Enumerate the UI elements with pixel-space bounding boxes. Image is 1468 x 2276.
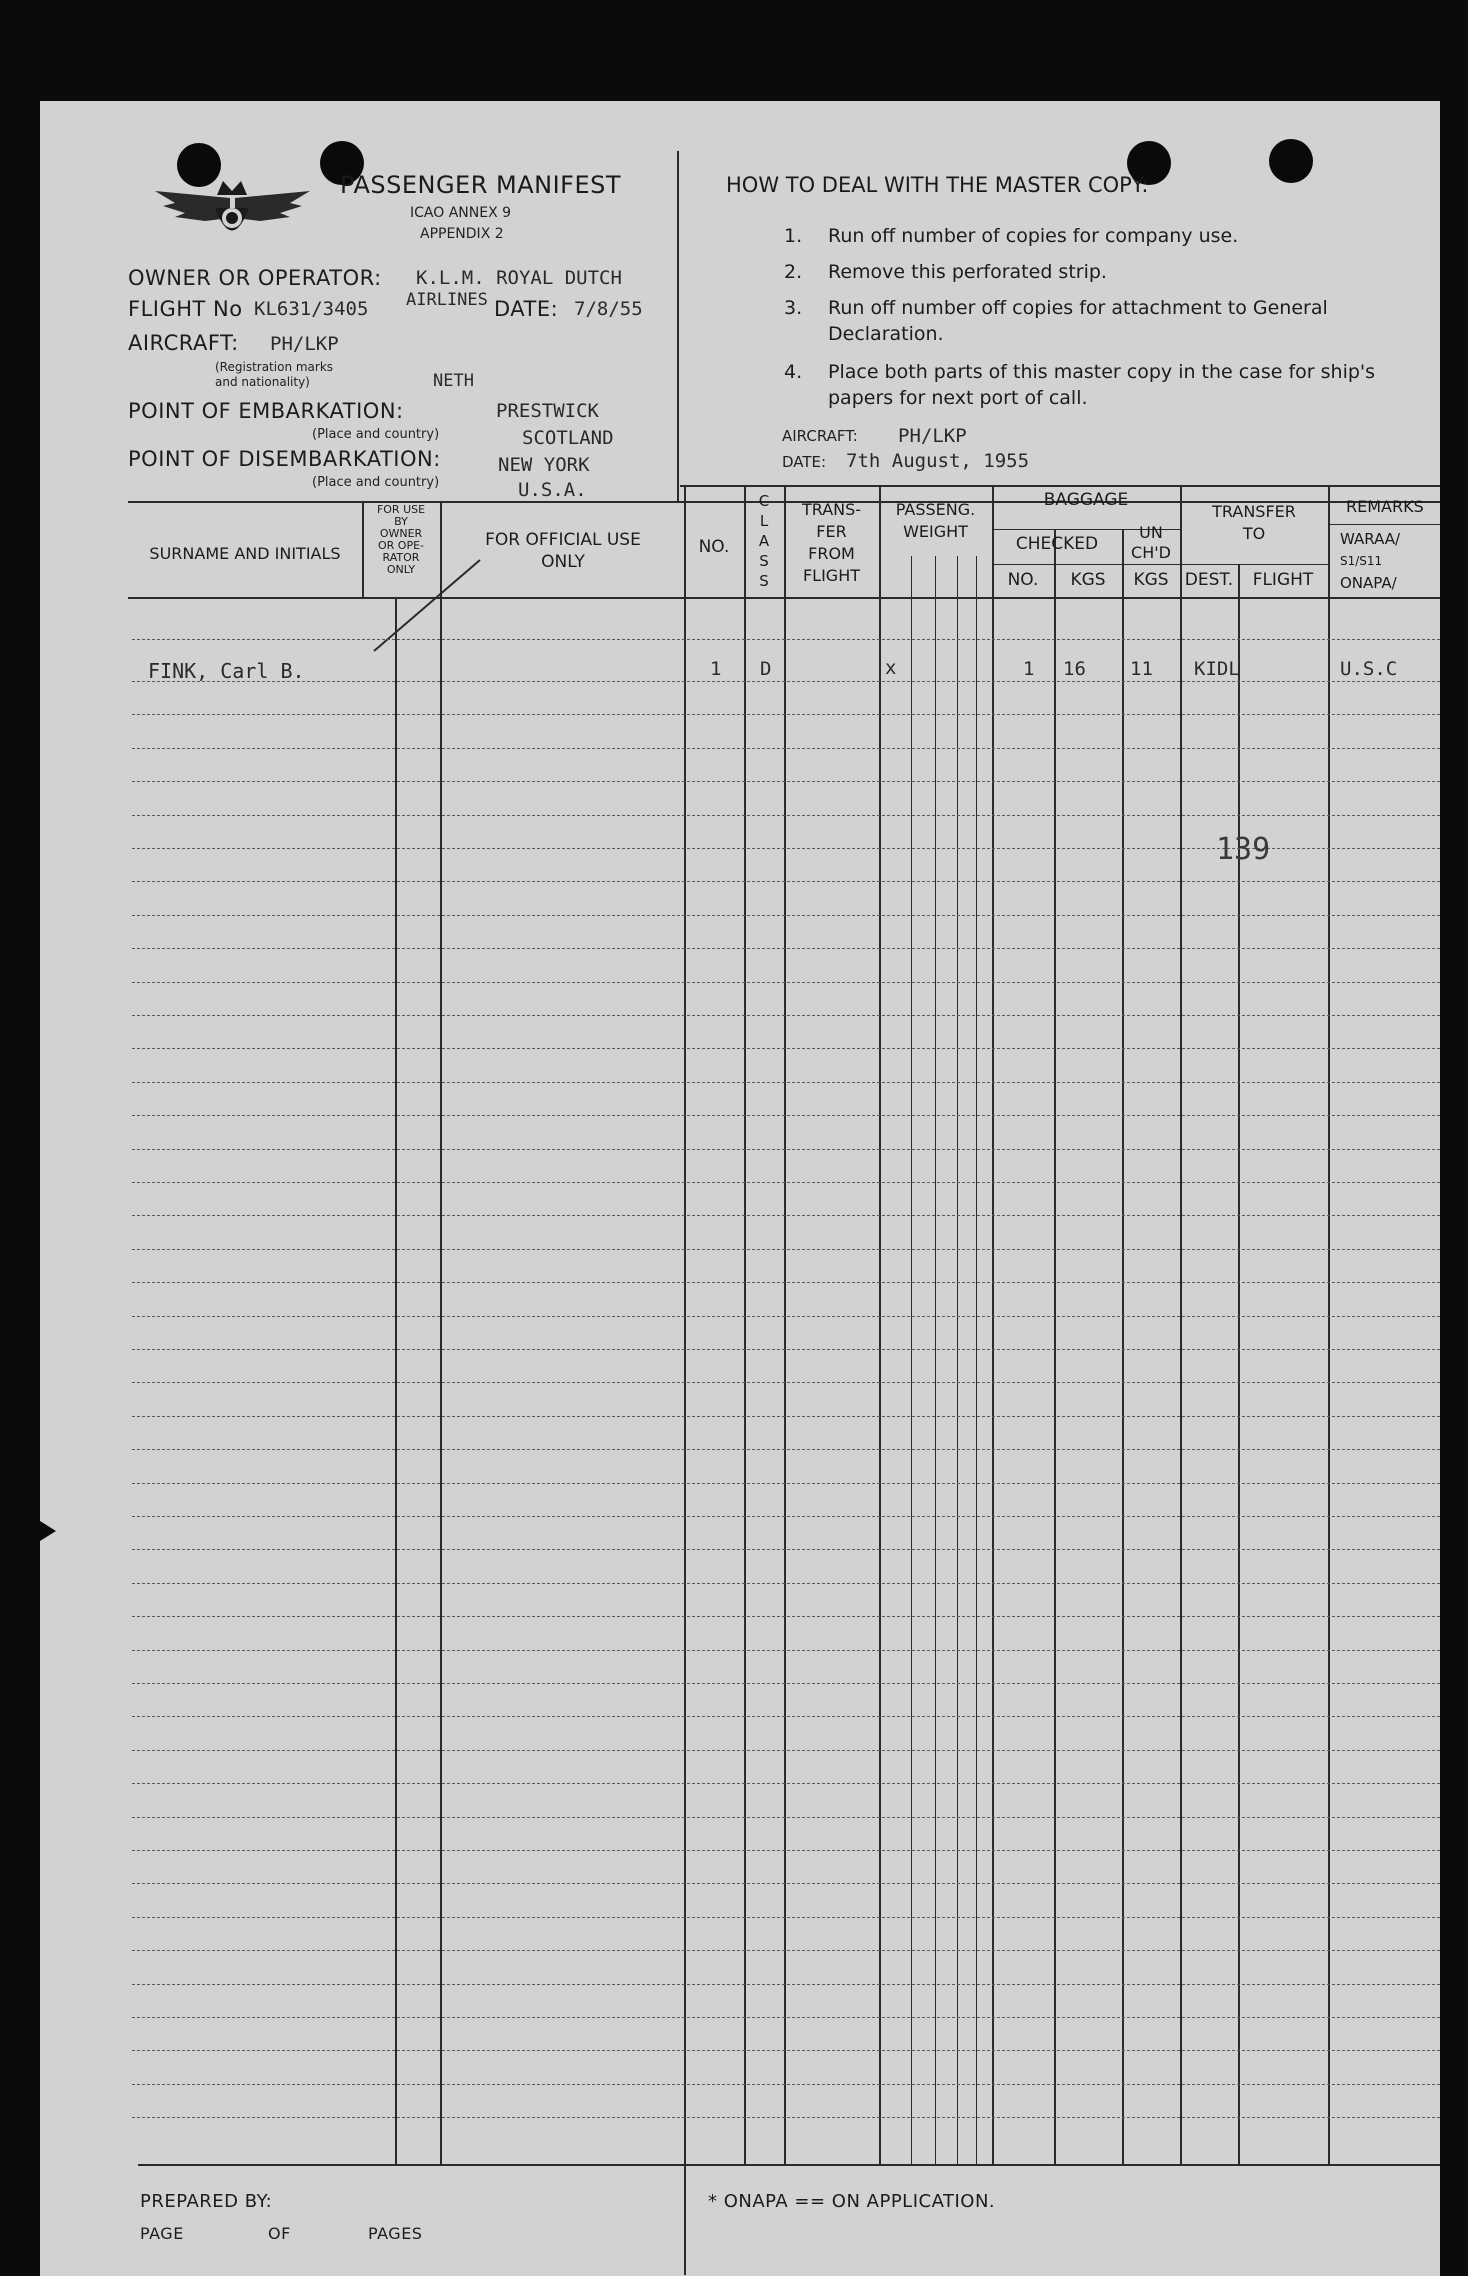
ruled-line — [132, 1416, 1440, 1417]
col-line — [684, 485, 686, 2275]
weight-sub-col — [935, 556, 936, 2164]
ruled-line — [132, 1316, 1440, 1317]
ruled-line — [132, 1115, 1440, 1116]
of-label: OF — [268, 2224, 291, 2243]
ruled-line — [132, 1182, 1440, 1183]
passenger-weight-mark: x — [885, 657, 897, 679]
col-remarks-sub — [1340, 528, 1400, 594]
manifest-sheet — [40, 101, 1440, 2276]
col-unchecked — [1122, 523, 1180, 563]
instruction-text: Declaration. — [828, 323, 944, 345]
passenger-bag-kgs: 16 — [1063, 658, 1086, 680]
ruled-line — [132, 1149, 1440, 1150]
col-dest: DEST. — [1184, 570, 1234, 590]
instructions-heading: HOW TO DEAL WITH THE MASTER COPY: — [726, 173, 1149, 197]
transfer-to-text: TRANSFER — [1212, 502, 1296, 521]
ruled-line — [132, 1984, 1440, 1985]
col-line — [992, 485, 994, 2164]
ruled-line — [132, 1449, 1440, 1450]
ruled-line — [132, 1249, 1440, 1250]
instr-date-value: 7th August, 1955 — [846, 450, 1030, 472]
passenger-remarks: U.S.C — [1340, 658, 1398, 680]
col-line — [744, 485, 746, 2164]
ruled-line — [132, 2084, 1440, 2085]
weight-sub-col — [911, 556, 912, 2164]
ruled-line — [132, 1783, 1440, 1784]
aircraft-value: PH/LKP — [270, 333, 339, 355]
ruled-line — [132, 1549, 1440, 1550]
owner-use-text: OR OPE- — [377, 539, 424, 552]
ruled-line — [132, 1382, 1440, 1383]
class-letter: C — [758, 492, 770, 510]
remarks-sub-line — [1328, 524, 1440, 525]
checked-sub-line — [992, 564, 1180, 565]
pages-label: PAGES — [368, 2224, 423, 2243]
col-passeng-weight — [879, 499, 992, 543]
owner-use-text: RATOR — [382, 551, 420, 564]
col-bag-no: NO. — [1007, 570, 1039, 590]
disembarkation-value: NEW YORK — [498, 454, 590, 476]
ruled-line — [132, 1750, 1440, 1751]
owner-use-text: BY — [394, 515, 408, 528]
owner-value-line2: AIRLINES — [406, 290, 488, 310]
transfer-to-text: TO — [1242, 524, 1266, 543]
instruction-text: Remove this perforated strip. — [828, 261, 1107, 283]
punch-hole — [1269, 139, 1313, 183]
instruction-num: 2. — [784, 261, 803, 283]
nationality-value: NETH — [433, 371, 474, 391]
ruled-line — [132, 1349, 1440, 1350]
ruled-line — [132, 1817, 1440, 1818]
ruled-line — [132, 948, 1440, 949]
weight-sub-col — [976, 556, 977, 2164]
disembarkation-note: (Place and country) — [312, 475, 440, 490]
owner-label: OWNER OR OPERATOR: — [128, 266, 382, 290]
ruled-line — [132, 2117, 1440, 2118]
col-class — [744, 491, 784, 591]
embarkation-note: (Place and country) — [312, 427, 440, 442]
transfer-text: TRANS- — [801, 500, 862, 519]
ruled-line — [132, 1015, 1440, 1016]
col-transfer-to — [1180, 501, 1328, 545]
col-checked: CHECKED — [1015, 534, 1099, 554]
col-line — [1122, 529, 1124, 2164]
ruled-line — [132, 1650, 1440, 1651]
ruled-line — [132, 1683, 1440, 1684]
ruled-line — [132, 2017, 1440, 2018]
owner-use-text: ONLY — [386, 563, 416, 576]
flight-value: KL631/3405 — [254, 298, 369, 320]
ruled-line — [132, 982, 1440, 983]
instruction-text: Run off number of copies for company use. — [828, 225, 1239, 247]
weight-text: PASSENG. — [895, 500, 976, 519]
ruled-line — [132, 1483, 1440, 1484]
registration-note: (Registration marks — [215, 360, 334, 374]
embarkation-country: SCOTLAND — [522, 427, 614, 449]
disembarkation-country: U.S.A. — [518, 479, 587, 501]
ruled-line — [132, 714, 1440, 715]
official-use-text: FOR OFFICIAL USE — [485, 530, 641, 550]
class-letter: A — [758, 532, 770, 550]
appendix: APPENDIX 2 — [420, 226, 504, 242]
prepared-by: PREPARED BY: — [140, 2191, 273, 2212]
instr-aircraft-value: PH/LKP — [898, 425, 967, 447]
ruled-line — [132, 1850, 1440, 1851]
icao-annex: ICAO ANNEX 9 — [410, 205, 512, 221]
passenger-bag-no: 1 — [1023, 658, 1035, 680]
embarkation-value: PRESTWICK — [496, 400, 599, 422]
page-label: PAGE — [140, 2224, 184, 2243]
col-transfer-from — [784, 499, 879, 587]
passenger-dest: KIDL — [1194, 658, 1240, 680]
ruled-line — [132, 1048, 1440, 1049]
ruled-line — [132, 1082, 1440, 1083]
instruction-num: 4. — [784, 361, 803, 383]
instruction-text: Run off number off copies for attachment to General — [828, 297, 1328, 319]
date-label: DATE: — [494, 297, 559, 321]
passenger-class: D — [760, 658, 772, 680]
instr-aircraft-label: AIRCRAFT: — [782, 427, 858, 445]
weight-text: WEIGHT — [903, 522, 968, 541]
unchecked-text: UN — [1139, 523, 1163, 542]
flight-label: FLIGHT No — [128, 297, 243, 321]
ruled-line — [132, 1516, 1440, 1517]
class-letter: L — [759, 512, 769, 530]
passenger-name: FINK, Carl B. — [148, 659, 305, 683]
col-line — [1054, 529, 1056, 2164]
ruled-line — [132, 915, 1440, 916]
ruled-line — [132, 1950, 1440, 1951]
owner-use-text: FOR USE — [376, 503, 426, 516]
col-unch-kgs: KGS — [1133, 570, 1169, 590]
ruled-line — [132, 748, 1440, 749]
pencil-stroke — [370, 556, 490, 656]
date-value: 7/8/55 — [574, 298, 643, 320]
col-line — [879, 485, 881, 2164]
official-use-text: ONLY — [541, 552, 585, 572]
transfer-sub-line — [1180, 564, 1328, 565]
embarkation-label: POINT OF EMBARKATION: — [128, 399, 404, 423]
form-title: PASSENGER MANIFEST — [340, 171, 622, 199]
instruction-num: 3. — [784, 297, 803, 319]
ruled-line — [132, 1282, 1440, 1283]
passenger-unch-kgs: 11 — [1130, 658, 1153, 680]
ruled-line — [132, 639, 1440, 640]
ruled-line — [132, 1616, 1440, 1617]
unchecked-text: CH'D — [1131, 543, 1171, 562]
transfer-text: FROM — [808, 544, 855, 563]
instruction-text: Place both parts of this master copy in the case for ship's — [828, 361, 1376, 383]
col-surname: SURNAME AND INITIALS — [149, 544, 341, 563]
col-line — [1238, 564, 1240, 2164]
ruled-line — [132, 1917, 1440, 1918]
class-letter: S — [759, 572, 769, 590]
col-no: NO. — [698, 537, 730, 557]
ruled-line — [132, 681, 1440, 682]
instruction-num: 1. — [784, 225, 803, 247]
col-line — [395, 597, 397, 2164]
registration-note: and nationality) — [215, 375, 310, 389]
ruled-line — [132, 1883, 1440, 1884]
ruled-line — [132, 1716, 1440, 1717]
transfer-text: FLIGHT — [802, 566, 861, 585]
col-line — [1328, 485, 1330, 2164]
owner-use-text: OWNER — [379, 527, 423, 540]
stamp-number: 139 — [1216, 832, 1271, 867]
klm-crown-logo — [145, 173, 320, 248]
col-line — [1180, 485, 1182, 2164]
owner-value: K.L.M. ROYAL DUTCH — [416, 267, 622, 289]
instruction-text: papers for next port of call. — [828, 387, 1088, 409]
instr-date-label: DATE: — [782, 453, 827, 471]
aircraft-label: AIRCRAFT: — [128, 331, 239, 355]
col-remarks: REMARKS — [1346, 497, 1424, 516]
remarks-sub-text: ONAPA/ — [1340, 574, 1397, 592]
ruled-line — [132, 2050, 1440, 2051]
col-flight: FLIGHT — [1252, 570, 1314, 590]
col-bag-kgs: KGS — [1070, 570, 1106, 590]
header-divider — [677, 151, 679, 501]
class-letter: S — [759, 552, 769, 570]
remarks-sub-text: S1/S11 — [1340, 554, 1383, 568]
remarks-sub-text: WARAA/ — [1340, 530, 1401, 548]
passenger-no: 1 — [710, 658, 722, 680]
col-baggage: BAGGAGE — [1043, 490, 1129, 510]
onapa-note: * ONAPA == ON APPLICATION. — [708, 2191, 996, 2212]
ruled-line — [132, 815, 1440, 816]
ruled-line — [132, 881, 1440, 882]
right-table-top-border — [680, 485, 1440, 487]
col-line — [440, 501, 442, 2164]
transfer-text: FER — [816, 522, 847, 541]
ruled-line — [132, 1215, 1440, 1216]
disembarkation-label: POINT OF DISEMBARKATION: — [128, 447, 441, 471]
ruled-line — [132, 1583, 1440, 1584]
binding-mark — [40, 1521, 56, 1541]
ruled-line — [132, 781, 1440, 782]
weight-sub-col — [957, 556, 958, 2164]
table-footer-border — [138, 2164, 1440, 2166]
col-line — [784, 485, 786, 2164]
